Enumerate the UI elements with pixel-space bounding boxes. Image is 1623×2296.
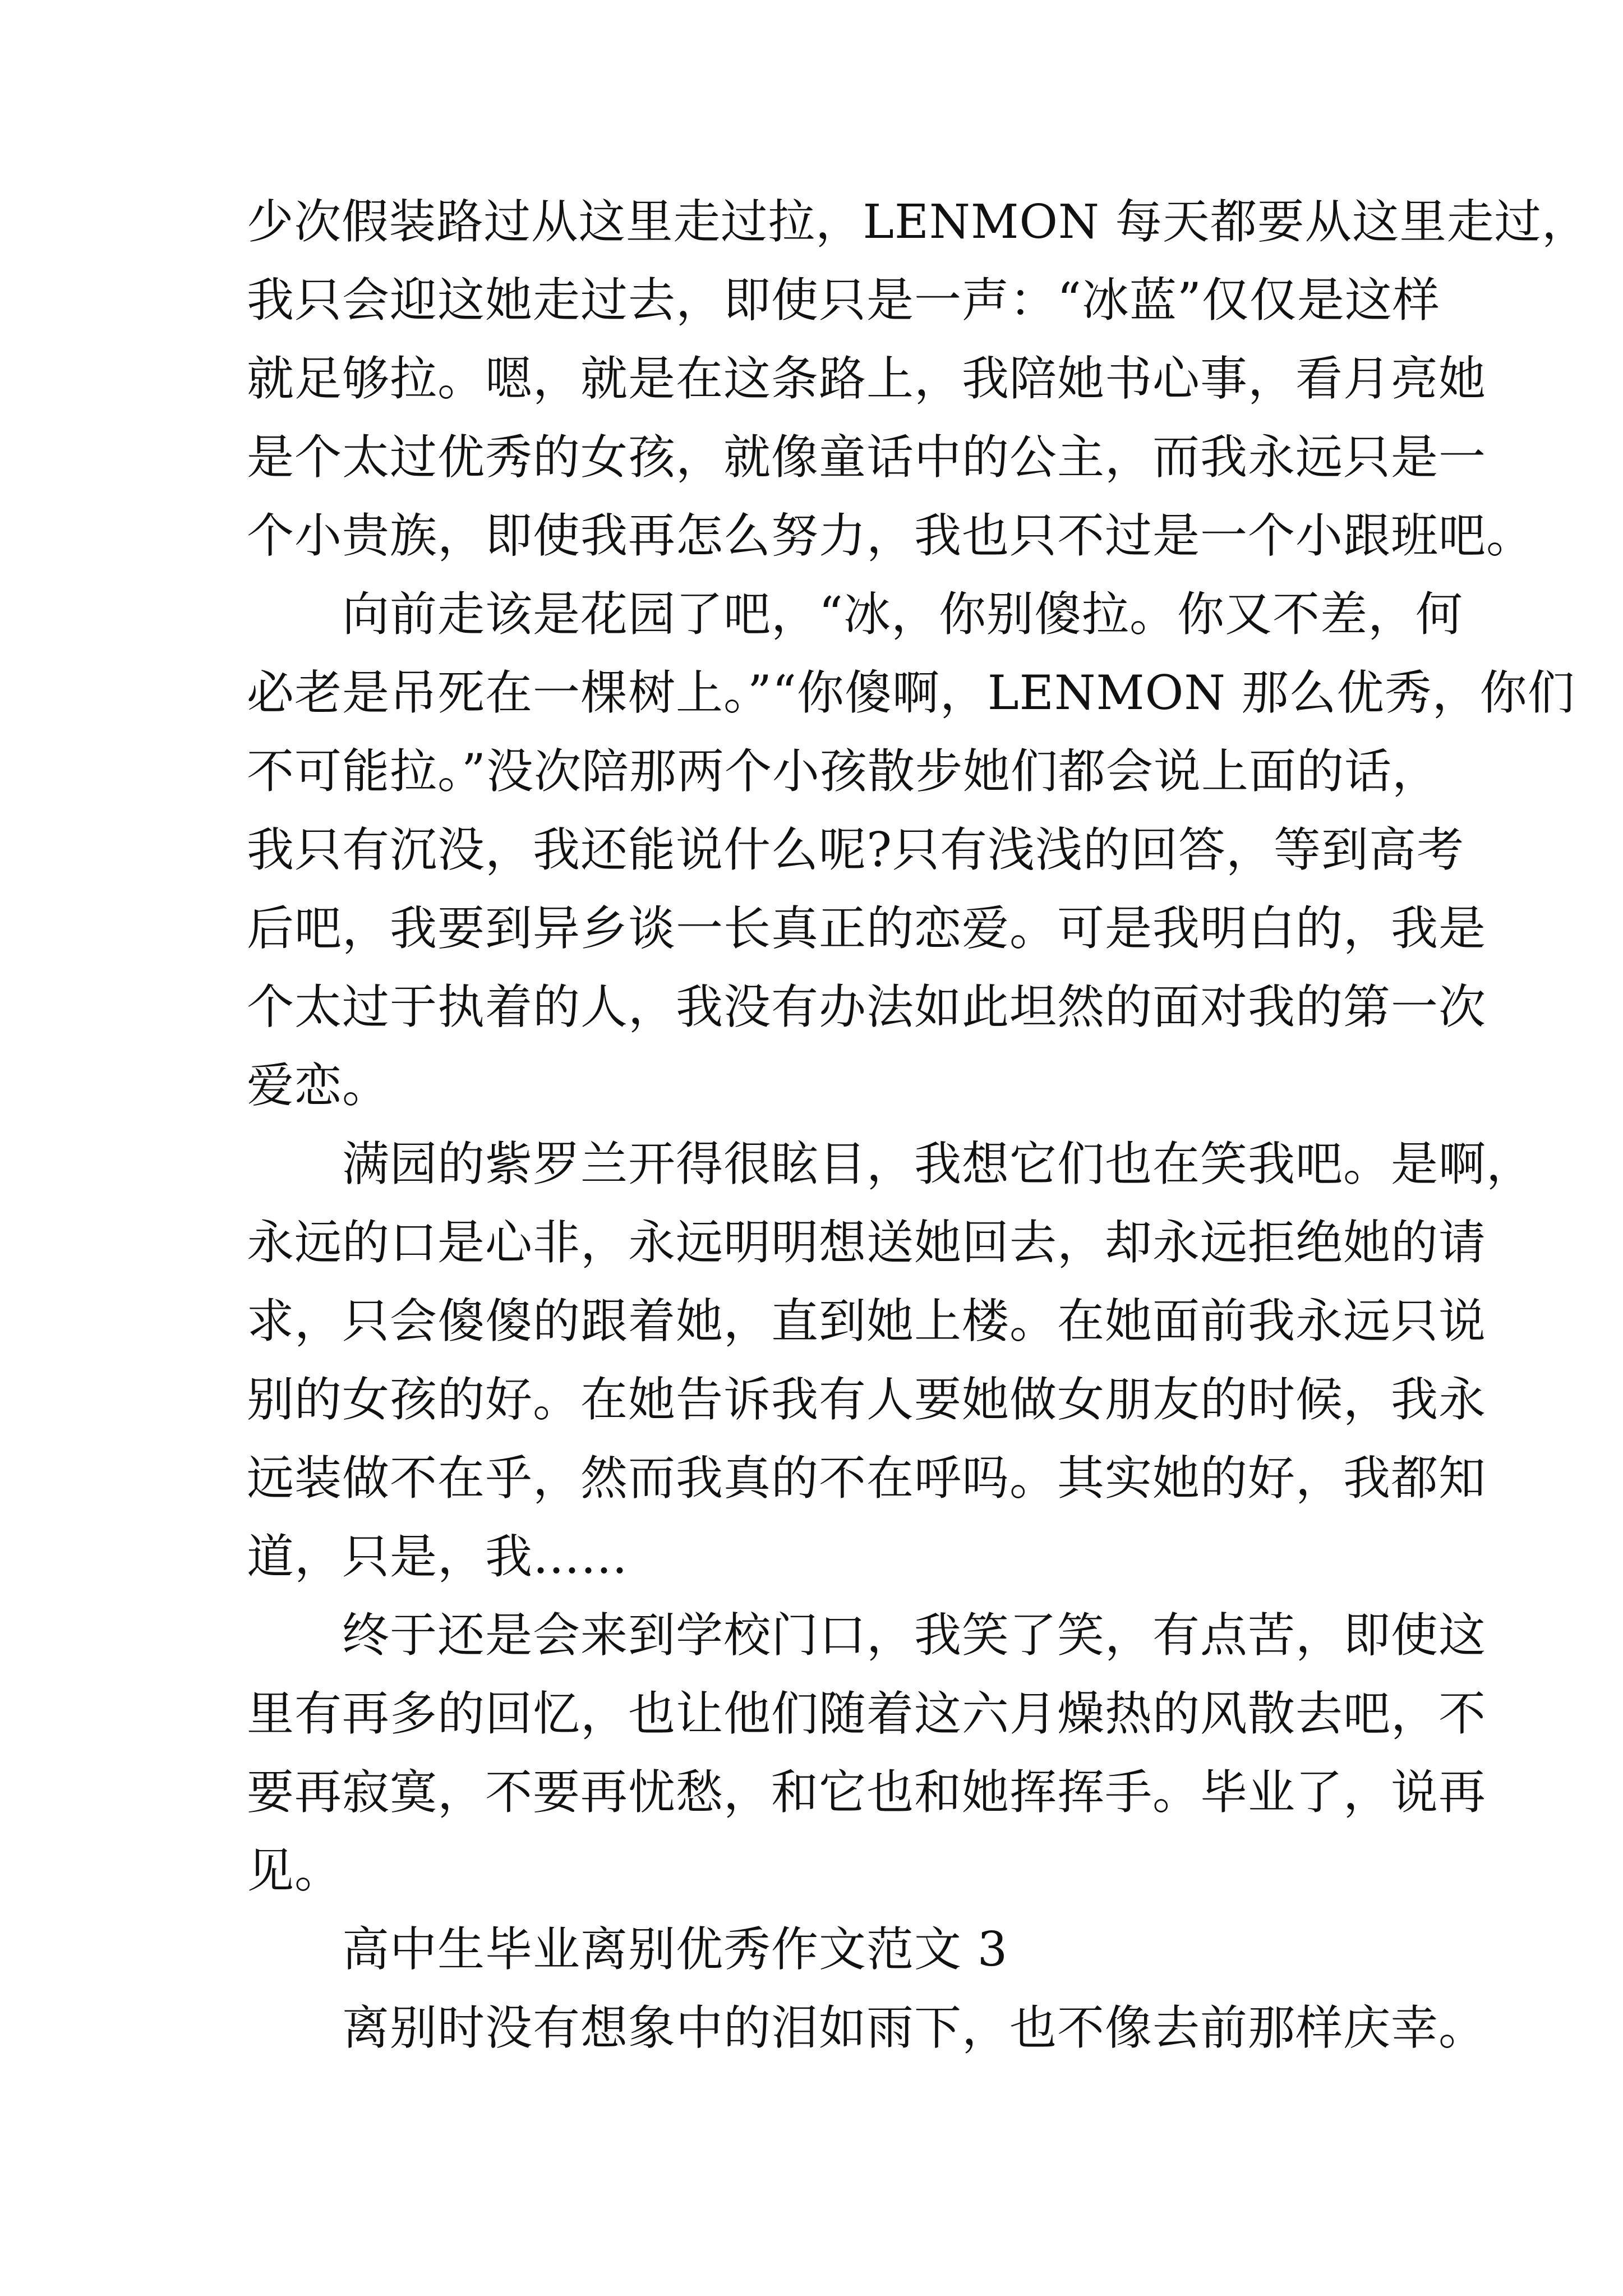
text-line-21: 要再寂寞，不要再忧愁，和它也和她挥挥手。毕业了，说再 <box>247 1765 1487 1820</box>
text-line-13: 满园的紫罗兰开得很眩目，我想它们也在笑我吧。是啊， <box>247 1137 1534 1191</box>
text-line-12: 爱恋。 <box>247 1058 390 1113</box>
text-line-10: 后吧，我要到异乡谈一长真正的恋爱。可是我明白的，我是 <box>247 901 1487 956</box>
text-line-8: 不可能拉。”没次陪那两个小孩散步她们都会说上面的话， <box>247 744 1440 799</box>
text-line-7: 必老是吊死在一棵树上。”“你傻啊，LENMON 那么优秀，你们 <box>247 665 1575 720</box>
text-line-6: 向前走该是花园了吧，“冰，你别傻拉。你又不差，何 <box>247 587 1463 642</box>
text-line-1: 少次假装路过从这里走过拉，LENMON 每天都要从这里走过， <box>247 194 1589 249</box>
text-line-18: 道，只是，我…… <box>247 1529 629 1584</box>
text-line-24: 离别时没有想象中的泪如雨下，也不像去前那样庆幸。 <box>247 2000 1487 2055</box>
text-line-11: 个太过于执着的人，我没有办法如此坦然的面对我的第一次 <box>247 979 1487 1034</box>
text-line-17: 远装做不在乎，然而我真的不在呼吗。其实她的好，我都知 <box>247 1451 1487 1506</box>
text-line-5: 个小贵族，即使我再怎么努力，我也只不过是一个小跟班吧。 <box>247 508 1534 563</box>
text-line-14: 永远的口是心非，永远明明想送她回去，却永远拒绝她的请 <box>247 1215 1487 1270</box>
text-line-9: 我只有沉没，我还能说什么呢?只有浅浅的回答，等到高考 <box>247 822 1465 877</box>
text-line-3: 就足够拉。嗯，就是在这条路上，我陪她书心事，看月亮她 <box>247 351 1487 406</box>
text-line-4: 是个太过优秀的女孩，就像童话中的公主，而我永远只是一 <box>247 430 1487 485</box>
text-line-15: 求，只会傻傻的跟着她，直到她上楼。在她面前我永远只说 <box>247 1294 1487 1349</box>
text-line-19: 终于还是会来到学校门口，我笑了笑，有点苦，即使这 <box>247 1608 1487 1663</box>
section-heading: 高中生毕业离别优秀作文范文 3 <box>247 1922 1008 1977</box>
text-line-16: 别的女孩的好。在她告诉我有人要她做女朋友的时候，我永 <box>247 1372 1487 1427</box>
text-line-2: 我只会迎这她走过去，即使只是一声：“冰蓝”仅仅是这样 <box>247 273 1440 328</box>
text-line-20: 里有再多的回忆，也让他们随着这六月燥热的风散去吧，不 <box>247 1686 1487 1741</box>
text-line-22: 见。 <box>247 1843 343 1898</box>
